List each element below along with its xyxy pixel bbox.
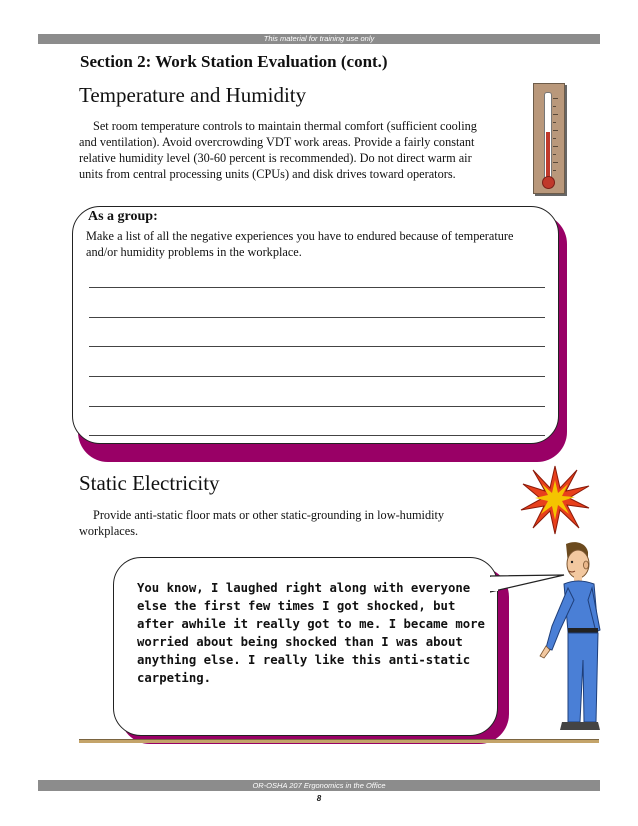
- group-activity-prompt: Make a list of all the negative experiences you have to endured because of temperature and/or humidity problems in the workplace.: [86, 229, 514, 259]
- answer-line[interactable]: [89, 406, 545, 407]
- answer-line[interactable]: [89, 317, 545, 318]
- temperature-paragraph: Set room temperature controls to maintain thermal comfort (sufficient cooling and ventilation). Avoid overcrowding VDT work areas. Provide a fairly constant relative humidity level (30-60 percent is recommended). Do not direct warm air units from central processing units (CPUs) and disk drives toward operators.: [79, 119, 477, 181]
- answer-line[interactable]: [89, 376, 545, 377]
- group-activity-title: As a group:: [88, 209, 158, 224]
- page-number: 8: [316, 794, 322, 803]
- answer-line[interactable]: [89, 287, 545, 288]
- header-banner: This material for training use only: [38, 34, 600, 44]
- footer-banner: OR-OSHA 207 Ergonomics in the Office: [38, 780, 600, 791]
- answer-line[interactable]: [89, 435, 545, 436]
- speech-bubble-text: You know, I laughed right along with everyone else the first few times I got shocked, but after awhile it really got to me. I became more worried about being shocked than I was about anything else. I really like this anti-static carpeting.: [137, 581, 485, 685]
- cartoon-man-illustration: [538, 540, 602, 740]
- static-paragraph: Provide anti-static floor mats or other static-grounding in low-humidity workplaces.: [79, 508, 445, 538]
- section-title: Section 2: Work Station Evaluation (cont.): [80, 52, 388, 71]
- temperature-heading: Temperature and Humidity: [79, 83, 307, 107]
- starburst-spark-icon: [519, 464, 591, 536]
- thermometer-icon: [533, 83, 565, 194]
- answer-line[interactable]: [89, 346, 545, 347]
- static-heading: Static Electricity: [79, 471, 220, 495]
- anti-static-floor-mat: [79, 739, 599, 743]
